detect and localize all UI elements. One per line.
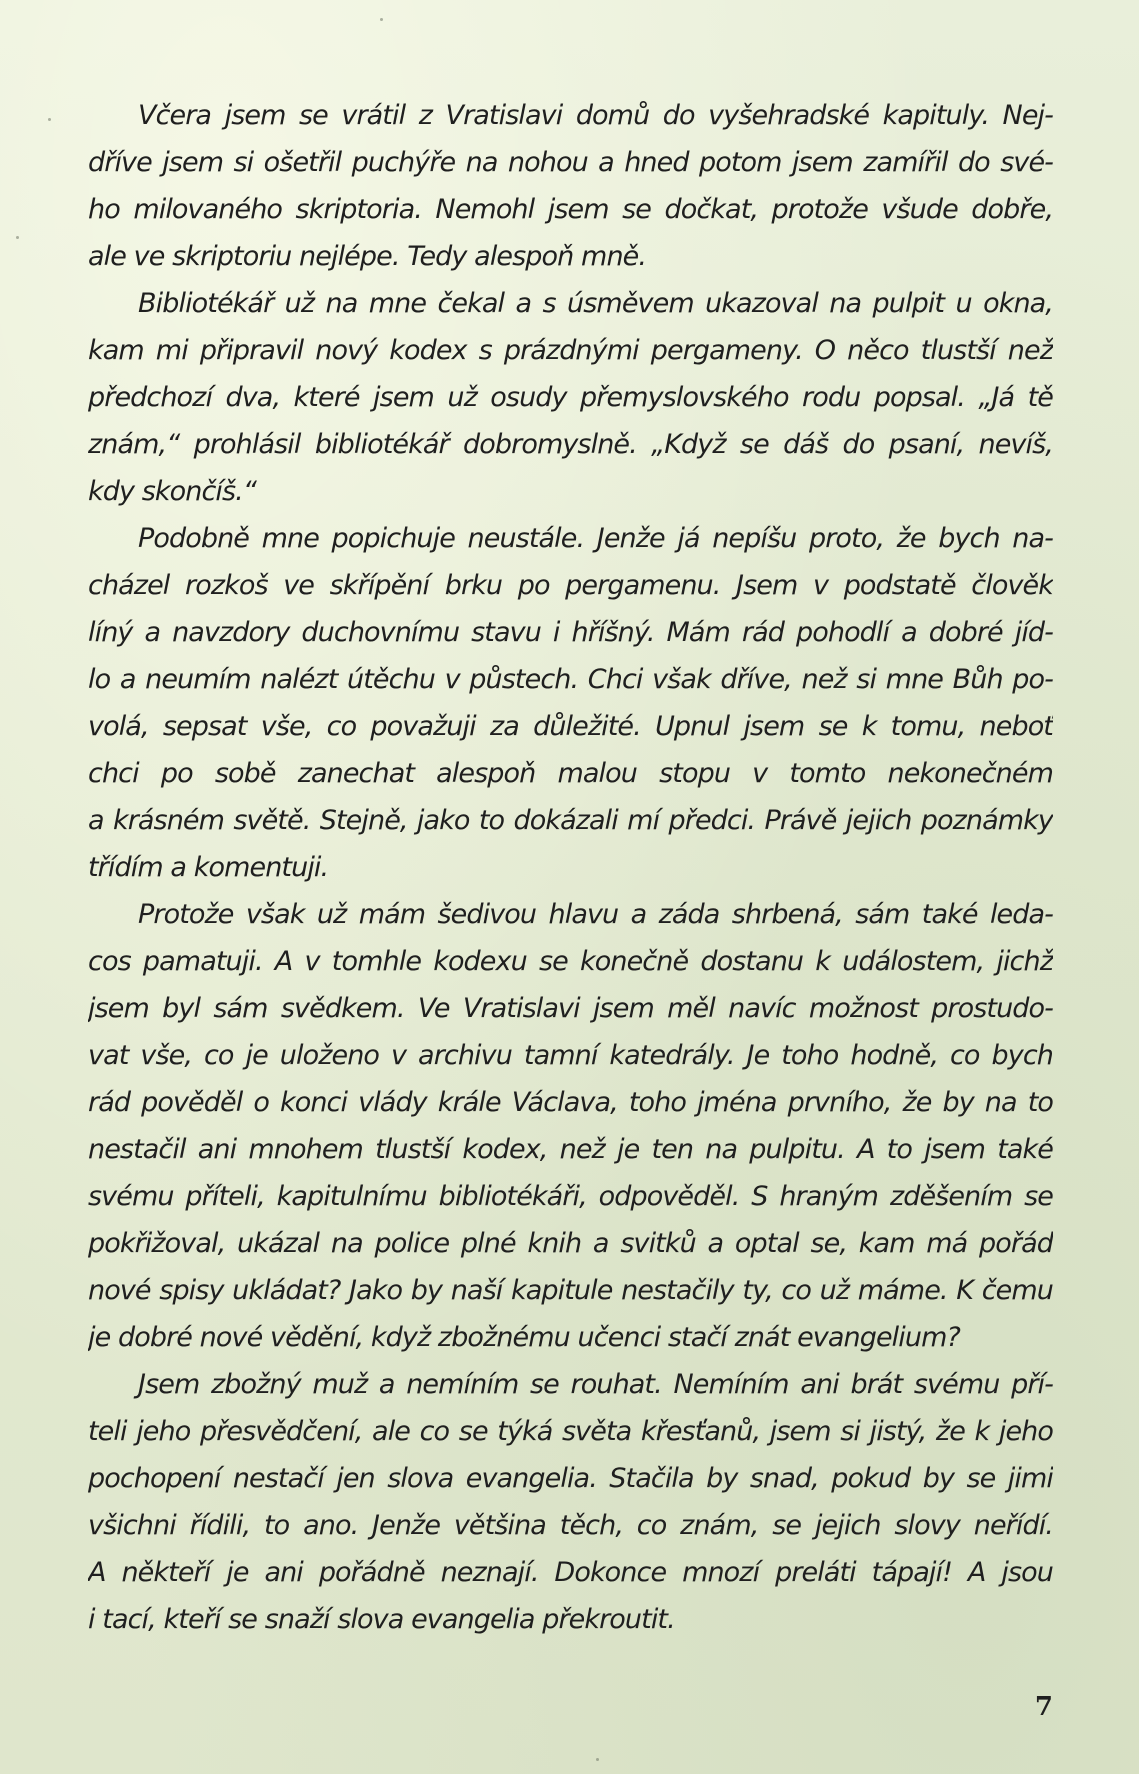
paragraph-4-line-10: je dobré nové vědění, když zbožnému učenci stačí znát evangelium? (88, 1322, 960, 1353)
paragraph-1-line-1: Včera jsem se vrátil z Vratislavi domů do vyšehradské kapituly. Nej- (138, 100, 1053, 131)
paragraph-2-line-4: znám,“ prohlásil bibliotékář dobromyslně. „Když se dáš do psaní, nevíš, (88, 429, 1053, 460)
paragraph-4-line-4: vat vše, co je uloženo v archivu tamní katedrály. Je toho hodně, co bych (88, 1040, 1053, 1071)
paragraph-4-line-9: nové spisy ukládat? Jako by naší kapitule nestačily ty, co už máme. K čemu (88, 1275, 1053, 1306)
paragraph-3-line-4: lo a neumím nalézt útěchu v půstech. Chci však dříve, než si mne Bůh po- (88, 664, 1053, 695)
paragraph-2-line-5: kdy skončíš.“ (88, 476, 256, 507)
paper-speck (48, 118, 51, 121)
paper-speck (596, 1758, 599, 1761)
paragraph-3-line-2: cházel rozkoš ve skřípění brku po pergamenu. Jsem v podstatě člověk (88, 570, 1053, 601)
paragraph-1-line-4: ale ve skriptoriu nejlépe. Tedy alespoň mně. (88, 241, 647, 272)
paragraph-5-line-2: teli jeho přesvědčení, ale co se týká světa křesťanů, jsem si jistý, že k jeho (88, 1416, 1053, 1447)
paragraph-4-line-7: svému příteli, kapitulnímu bibliotékáři, odpověděl. S hraným zděšením se (88, 1181, 1053, 1212)
paragraph-3-line-8: třídím a komentuji. (88, 852, 329, 883)
paragraph-3-line-5: volá, sepsat vše, co považuji za důležité. Upnul jsem se k tomu, neboť (88, 711, 1053, 742)
paragraph-5-line-4: všichni řídili, to ano. Jenže většina těch, co znám, se jejich slovy neřídí. (88, 1510, 1053, 1541)
paragraph-4-line-1: Protože však už mám šedivou hlavu a záda shrbená, sám také leda- (138, 899, 1053, 930)
paragraph-2-line-3: předchozí dva, které jsem už osudy přemyslovského rodu popsal. „Já tě (88, 382, 1053, 413)
paper-speck (380, 18, 383, 21)
paragraph-5-line-5: A někteří je ani pořádně neznají. Dokonce mnozí preláti tápají! A jsou (88, 1557, 1053, 1588)
paragraph-5-line-6: i tací, kteří se snaží slova evangelia překroutit. (88, 1604, 675, 1635)
paragraph-3-line-7: a krásném světě. Stejně, jako to dokázali mí předci. Právě jejich poznámky (88, 805, 1053, 836)
paragraph-3-line-3: líný a navzdory duchovnímu stavu i hříšný. Mám rád pohodlí a dobré jíd- (88, 617, 1053, 648)
paragraph-2-line-2: kam mi připravil nový kodex s prázdnými pergameny. O něco tlustší než (88, 335, 1053, 366)
paragraph-4-line-2: cos pamatuji. A v tomhle kodexu se konečně dostanu k událostem, jichž (88, 946, 1053, 977)
paragraph-4-line-8: pokřižoval, ukázal na police plné knih a svitků a optal se, kam má pořád (88, 1228, 1053, 1259)
paragraph-5-line-1: Jsem zbožný muž a nemíním se rouhat. Nemíním ani brát svému pří- (138, 1369, 1053, 1400)
paragraph-3-line-1: Podobně mne popichuje neustále. Jenže já nepíšu proto, že bych na- (138, 523, 1053, 554)
page-number: 7 (1034, 1692, 1053, 1722)
body-text (88, 92, 1053, 1643)
paragraph-4-line-6: nestačil ani mnohem tlustší kodex, než je ten na pulpitu. A to jsem také (88, 1134, 1053, 1165)
paragraph-3-line-6: chci po sobě zanechat alespoň malou stopu v tomto nekonečném (88, 758, 1053, 789)
paragraph-1-line-3: ho milovaného skriptoria. Nemohl jsem se dočkat, protože všude dobře, (88, 194, 1053, 225)
paragraph-2-line-1: Bibliotékář už na mne čekal a s úsměvem ukazoval na pulpit u okna, (138, 288, 1053, 319)
paragraph-1-line-2: dříve jsem si ošetřil puchýře na nohou a hned potom jsem zamířil do své- (88, 147, 1053, 178)
paragraph-4-line-3: jsem byl sám svědkem. Ve Vratislavi jsem měl navíc možnost prostudo- (88, 993, 1053, 1024)
paper-speck (16, 236, 19, 239)
paragraph-5-line-3: pochopení nestačí jen slova evangelia. Stačila by snad, pokud by se jimi (88, 1463, 1053, 1494)
paragraph-4-line-5: rád pověděl o konci vlády krále Václava, toho jména prvního, že by na to (88, 1087, 1053, 1118)
